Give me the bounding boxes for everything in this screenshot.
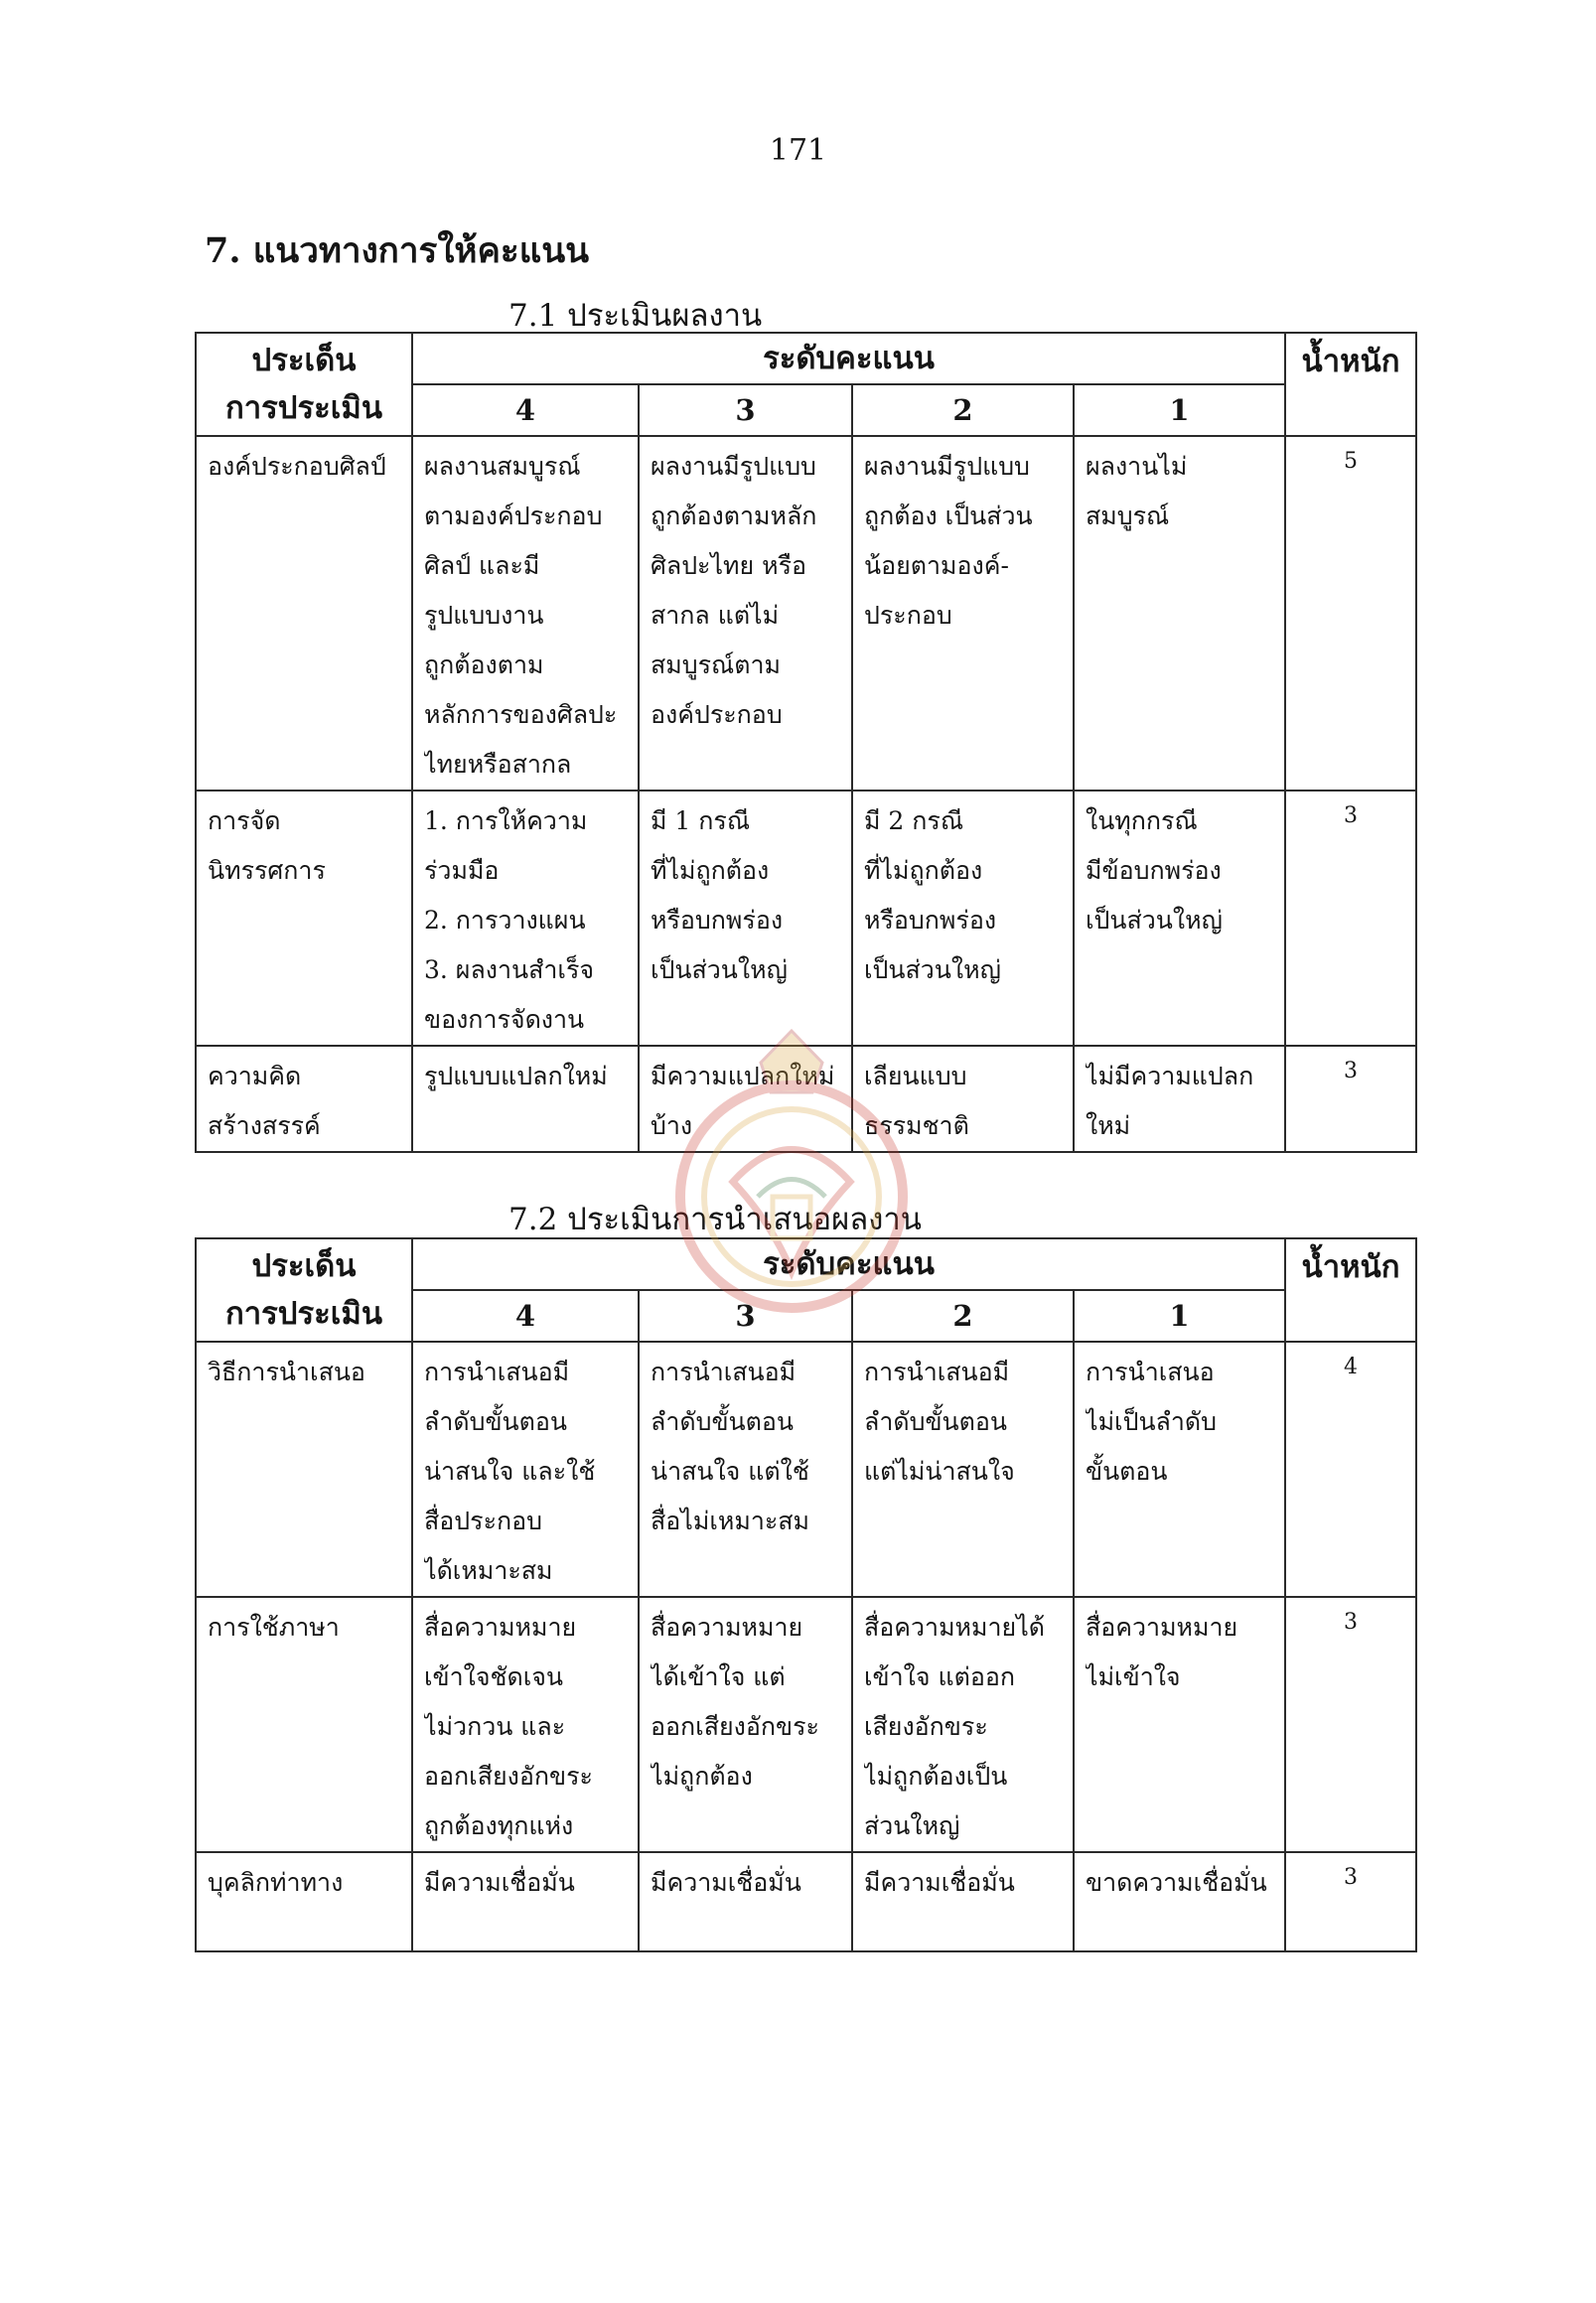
- table-row: [196, 1597, 1416, 1852]
- cell-line: เป็นส่วนใหญ่: [1086, 906, 1223, 935]
- cell-line: ร่วมมือ: [424, 856, 500, 885]
- cell-line: บ้าง: [651, 1111, 693, 1140]
- level-description-cell: [412, 1597, 639, 1852]
- level-description-cell: [639, 1046, 852, 1152]
- weight-cell: 3: [1285, 1852, 1416, 1951]
- cell-line: การนำเสนอมี: [864, 1358, 1010, 1386]
- cell-line: การจัด: [208, 806, 281, 835]
- level-description-cell: [852, 1046, 1074, 1152]
- level-description-cell: [1074, 1597, 1285, 1852]
- cell-line: การนำเสนอมี: [651, 1358, 797, 1386]
- level-description-cell: [412, 1852, 639, 1951]
- cell-line: สื่อความหมายได้: [864, 1613, 1046, 1642]
- level-header: 4: [412, 1290, 639, 1342]
- criteria-header-label: การประเมิน: [224, 390, 383, 426]
- cell-line: มี 2 กรณี: [864, 806, 964, 835]
- level-description-cell: [639, 1342, 852, 1597]
- cell-line: สากล แต่ไม่: [651, 601, 780, 630]
- cell-line: ใหม่: [1086, 1111, 1131, 1140]
- cell-line: ถูกต้องตามหลัก: [651, 502, 817, 530]
- levels-header: ระดับคะแนน: [412, 333, 1285, 384]
- cell-line: น้อยตามองค์-: [864, 551, 1009, 580]
- rubric-table-work: [195, 332, 1417, 1153]
- cell-line: สมบูรณ์ตาม: [651, 650, 781, 679]
- cell-line: ของการจัดงาน: [424, 1005, 585, 1034]
- table-1-caption: 7.1 ประเมินผลงาน: [508, 298, 763, 334]
- criterion-cell: [196, 1342, 412, 1597]
- weight-header: น้ำหนัก: [1285, 333, 1416, 436]
- level-header: 2: [852, 1290, 1074, 1342]
- level-description-cell: [639, 1597, 852, 1852]
- cell-line: บุคลิกท่าทาง: [208, 1868, 344, 1897]
- cell-line: ในทุกกรณี: [1086, 806, 1198, 835]
- table-row: [196, 791, 1416, 1046]
- cell-line: องค์ประกอบ: [651, 700, 783, 729]
- section-title: 7. แนวทางการให้คะแนน: [205, 230, 590, 271]
- cell-line: เลียนแบบ: [864, 1062, 967, 1090]
- level-description-cell: [852, 1342, 1074, 1597]
- cell-line: ออกเสียงอักขระ: [651, 1712, 819, 1741]
- cell-line: ประกอบ: [864, 601, 952, 630]
- cell-line: ถูกต้องทุกแห่ง: [424, 1811, 574, 1840]
- level-description-cell: [639, 791, 852, 1046]
- level-description-cell: [412, 791, 639, 1046]
- cell-line: สื่อไม่เหมาะสม: [651, 1507, 810, 1535]
- level-header: 2: [852, 384, 1074, 436]
- cell-line: ธรรมชาติ: [864, 1111, 969, 1140]
- level-description-cell: [1074, 1046, 1285, 1152]
- cell-line: ไม่เป็นลำดับ: [1086, 1407, 1218, 1436]
- cell-line: วิธีการนำเสนอ: [208, 1358, 365, 1386]
- cell-line: หรือบกพร่อง: [651, 906, 784, 935]
- criteria-header-label: ประเด็น: [251, 1248, 357, 1284]
- cell-line: สื่อความหมาย: [651, 1613, 803, 1642]
- cell-line: ได้เข้าใจ แต่: [651, 1662, 786, 1691]
- levels-header: ระดับคะแนน: [412, 1238, 1285, 1290]
- level-description-cell: [1074, 1852, 1285, 1951]
- cell-line: ไม่วกวน และ: [424, 1712, 566, 1741]
- page-number: 171: [769, 133, 827, 168]
- cell-line: ได้เหมาะสม: [424, 1556, 553, 1585]
- level-header: 1: [1074, 384, 1285, 436]
- cell-line: ลำดับขั้นตอน: [651, 1407, 794, 1436]
- criterion-cell: [196, 1852, 412, 1951]
- cell-line: ผลงานมีรูปแบบ: [864, 452, 1030, 481]
- cell-line: 3. ผลงานสำเร็จ: [424, 955, 595, 984]
- cell-line: น่าสนใจ และใช้: [424, 1457, 596, 1486]
- cell-line: เสียงอักขระ: [864, 1712, 988, 1741]
- cell-line: น่าสนใจ แต่ใช้: [651, 1457, 809, 1486]
- cell-line: เข้าใจชัดเจน: [424, 1662, 564, 1691]
- cell-line: ขั้นตอน: [1086, 1457, 1168, 1486]
- cell-line: ลำดับขั้นตอน: [864, 1407, 1007, 1436]
- cell-line: เป็นส่วนใหญ่: [651, 955, 788, 984]
- cell-line: เป็นส่วนใหญ่: [864, 955, 1001, 984]
- cell-line: ลำดับขั้นตอน: [424, 1407, 567, 1436]
- cell-line: มีความเชื่อมั่น: [864, 1868, 1015, 1897]
- level-header: 3: [639, 384, 852, 436]
- weight-cell: 3: [1285, 791, 1416, 1046]
- cell-line: ศิลปะไทย หรือ: [651, 551, 807, 580]
- level-description-cell: [852, 1597, 1074, 1852]
- cell-line: สร้างสรรค์: [208, 1111, 321, 1140]
- cell-line: ตามองค์ประกอบ: [424, 502, 603, 530]
- table-row: [196, 436, 1416, 791]
- weight-cell: 4: [1285, 1342, 1416, 1597]
- cell-line: 1. การให้ความ: [424, 806, 588, 835]
- criterion-cell: [196, 1597, 412, 1852]
- cell-line: สมบูรณ์: [1086, 502, 1170, 530]
- table-2-caption: 7.2 ประเมินการนำเสนอผลงาน: [508, 1202, 923, 1237]
- cell-line: สื่อประกอบ: [424, 1507, 543, 1535]
- cell-line: ส่วนใหญ่: [864, 1811, 960, 1840]
- cell-line: ไม่ถูกต้อง: [651, 1762, 753, 1791]
- weight-cell: 3: [1285, 1046, 1416, 1152]
- cell-line: มีข้อบกพร่อง: [1086, 856, 1222, 885]
- cell-line: สื่อความหมาย: [424, 1613, 577, 1642]
- cell-line: การนำเสนอมี: [424, 1358, 570, 1386]
- weight-header: น้ำหนัก: [1285, 1238, 1416, 1342]
- criterion-cell: [196, 791, 412, 1046]
- level-description-cell: [1074, 1342, 1285, 1597]
- level-description-cell: [412, 1046, 639, 1152]
- cell-line: รูปแบบงาน: [424, 601, 544, 630]
- cell-line: แต่ไม่น่าสนใจ: [864, 1457, 1015, 1486]
- cell-line: ไม่เข้าใจ: [1086, 1662, 1181, 1691]
- table-row: [196, 1852, 1416, 1951]
- cell-line: มีความแปลกใหม่: [651, 1062, 835, 1090]
- cell-line: มีความเชื่อมั่น: [651, 1868, 801, 1897]
- cell-line: ความคิด: [208, 1062, 302, 1090]
- level-description-cell: [852, 791, 1074, 1046]
- criterion-cell: [196, 1046, 412, 1152]
- criteria-header: [196, 1238, 412, 1342]
- table-row: [196, 1046, 1416, 1152]
- level-description-cell: [1074, 791, 1285, 1046]
- table-row: [196, 1342, 1416, 1597]
- level-description-cell: [412, 1342, 639, 1597]
- cell-line: 2. การวางแผน: [424, 906, 586, 935]
- cell-line: ผลงานสมบูรณ์: [424, 452, 581, 481]
- cell-line: รูปแบบแปลกใหม่: [424, 1062, 608, 1090]
- cell-line: ถูกต้อง เป็นส่วน: [864, 502, 1033, 530]
- cell-line: เข้าใจ แต่ออก: [864, 1662, 1015, 1691]
- cell-line: ที่ไม่ถูกต้อง: [651, 856, 770, 885]
- cell-line: สื่อความหมาย: [1086, 1613, 1238, 1642]
- level-header: 1: [1074, 1290, 1285, 1342]
- cell-line: หรือบกพร่อง: [864, 906, 997, 935]
- criteria-header-label: การประเมิน: [224, 1296, 383, 1332]
- cell-line: การนำเสนอ: [1086, 1358, 1215, 1386]
- cell-line: องค์ประกอบศิลป์: [208, 452, 386, 481]
- level-header: 4: [412, 384, 639, 436]
- cell-line: ไม่ถูกต้องเป็น: [864, 1762, 1008, 1791]
- level-description-cell: [1074, 436, 1285, 791]
- cell-line: มี 1 กรณี: [651, 806, 751, 835]
- level-description-cell: [852, 436, 1074, 791]
- cell-line: ศิลป์ และมี: [424, 551, 540, 580]
- criterion-cell: [196, 436, 412, 791]
- cell-line: ออกเสียงอักขระ: [424, 1762, 593, 1791]
- cell-line: การใช้ภาษา: [208, 1613, 340, 1642]
- level-description-cell: [412, 436, 639, 791]
- cell-line: ขาดความเชื่อมั่น: [1086, 1868, 1267, 1897]
- cell-line: ไทยหรือสากล: [424, 750, 572, 779]
- cell-line: ถูกต้องตาม: [424, 650, 544, 679]
- cell-line: นิทรรศการ: [208, 856, 326, 885]
- weight-cell: 5: [1285, 436, 1416, 791]
- cell-line: ที่ไม่ถูกต้อง: [864, 856, 983, 885]
- level-description-cell: [852, 1852, 1074, 1951]
- criteria-header-label: ประเด็น: [251, 343, 357, 378]
- level-description-cell: [639, 1852, 852, 1951]
- cell-line: หลักการของศิลปะ: [424, 700, 618, 729]
- weight-cell: 3: [1285, 1597, 1416, 1852]
- level-header: 3: [639, 1290, 852, 1342]
- cell-line: มีความเชื่อมั่น: [424, 1868, 575, 1897]
- level-description-cell: [639, 436, 852, 791]
- rubric-table-presentation: [195, 1237, 1417, 1952]
- criteria-header: [196, 333, 412, 436]
- cell-line: ไม่มีความแปลก: [1086, 1062, 1254, 1090]
- cell-line: ผลงานมีรูปแบบ: [651, 452, 816, 481]
- cell-line: ผลงานไม่: [1086, 452, 1188, 481]
